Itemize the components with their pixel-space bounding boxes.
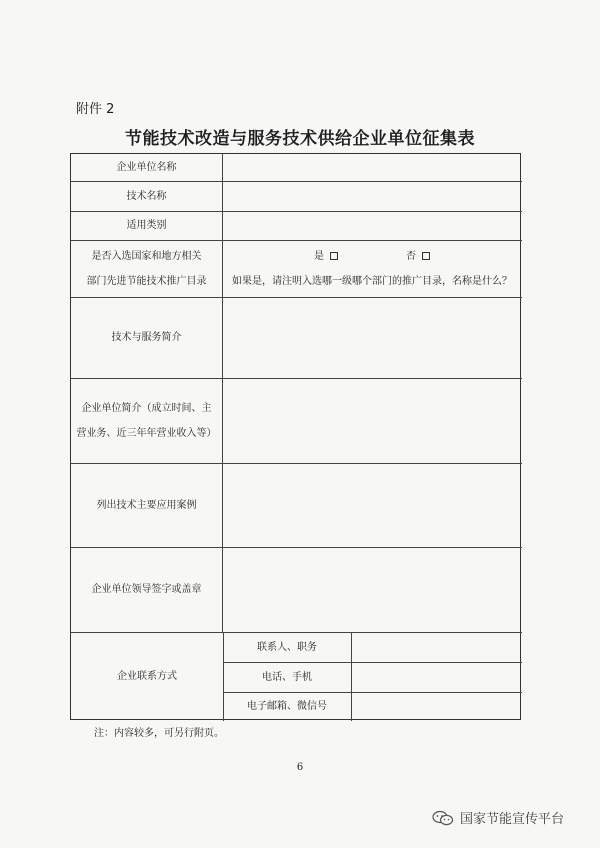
cases-field[interactable] bbox=[222, 463, 522, 547]
category-field[interactable] bbox=[222, 211, 522, 240]
company-name-label: 企业单位名称 bbox=[116, 162, 177, 173]
yes-label: 是 bbox=[314, 250, 324, 262]
company-intro-label bbox=[71, 378, 222, 463]
catalog-hint-text: 如果是，请注明入选哪一级哪个部门的推广目录，名称是什么？ bbox=[232, 275, 512, 287]
email-field[interactable] bbox=[351, 692, 522, 721]
attachment-label: 附件 2 bbox=[76, 102, 115, 117]
company-name-field[interactable] bbox=[222, 154, 522, 181]
catalog-question-line2: 部门先进节能技术推广目录 bbox=[86, 275, 207, 287]
tech-name-field[interactable] bbox=[222, 181, 522, 211]
contact-label: 企业联系方式 bbox=[117, 671, 177, 682]
no-option[interactable] bbox=[406, 249, 430, 264]
watermark bbox=[432, 808, 564, 827]
signature-field[interactable] bbox=[222, 547, 522, 632]
catalog-question-label bbox=[71, 240, 222, 297]
phone-field[interactable] bbox=[351, 662, 522, 692]
wechat-icon bbox=[432, 810, 454, 826]
company-intro-line1: 企业单位简介（成立时间、主 bbox=[81, 402, 212, 414]
contact-person-label: 联系人、职务 bbox=[257, 641, 317, 653]
cases-label: 列出技术主要应用案例 bbox=[96, 499, 197, 511]
category-label: 适用类别 bbox=[126, 220, 167, 231]
company-intro-field[interactable] bbox=[222, 378, 522, 463]
email-label: 电子邮箱、微信号 bbox=[247, 701, 327, 712]
signature-label: 企业单位领导签字或盖章 bbox=[91, 584, 202, 595]
collection-form-table bbox=[70, 153, 521, 720]
tech-name-label: 技术名称 bbox=[126, 190, 167, 202]
tech-intro-label: 技术与服务简介 bbox=[111, 332, 182, 343]
footnote: 注：内容较多，可另行附页。 bbox=[94, 728, 224, 739]
contact-person-field[interactable] bbox=[351, 632, 522, 662]
form-title: 节能技术改造与服务技术供给企业单位征集表 bbox=[125, 129, 475, 149]
page-number: 6 bbox=[296, 762, 304, 773]
no-checkbox[interactable] bbox=[422, 252, 430, 260]
catalog-answer-area bbox=[222, 240, 522, 297]
yes-checkbox[interactable] bbox=[330, 252, 338, 260]
watermark-text: 国家节能宣传平台 bbox=[460, 812, 565, 827]
no-label: 否 bbox=[406, 250, 416, 262]
phone-label: 电话、手机 bbox=[262, 671, 312, 683]
company-intro-line2: 营业务、近三年年营业收入等） bbox=[76, 427, 217, 439]
yes-option[interactable] bbox=[314, 249, 338, 264]
catalog-question-line1: 是否入选国家和地方相关 bbox=[91, 250, 202, 262]
tech-intro-field[interactable] bbox=[222, 297, 522, 378]
